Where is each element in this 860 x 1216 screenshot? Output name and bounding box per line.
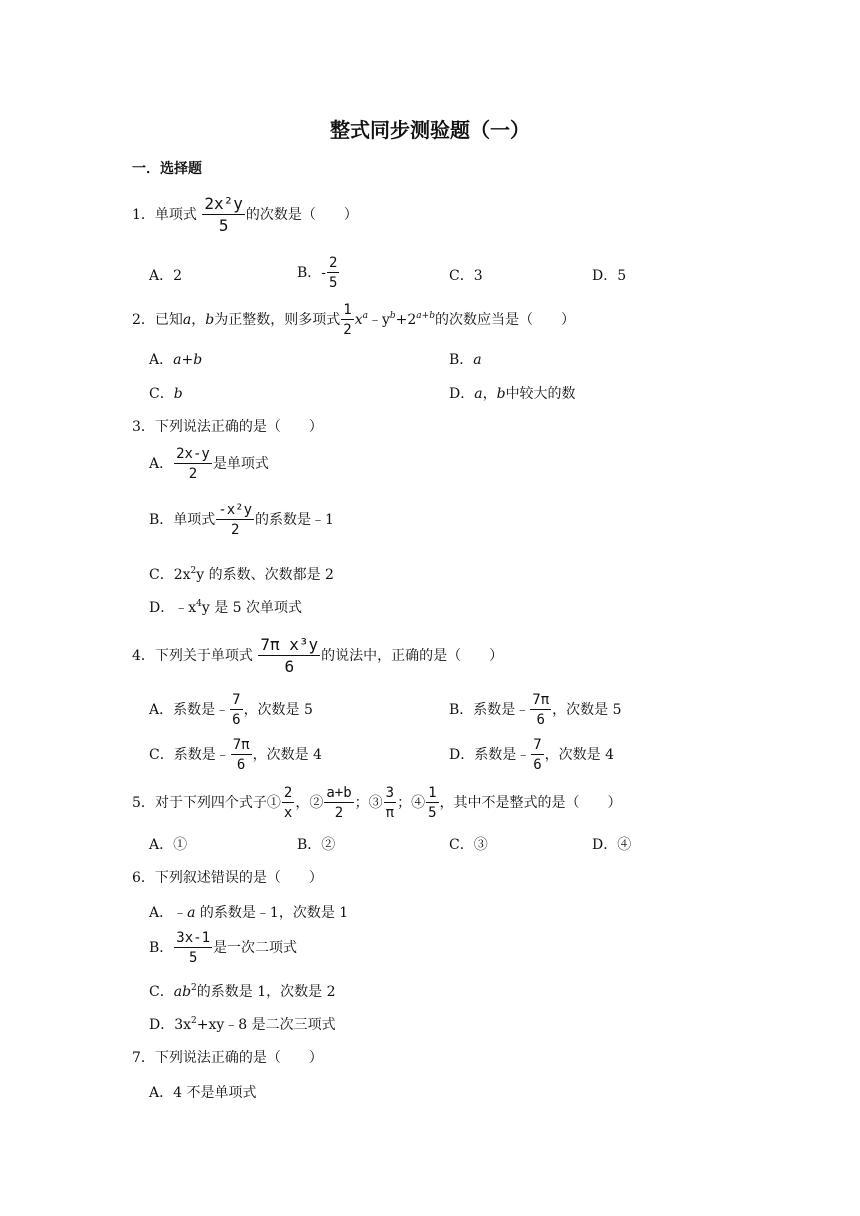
q4-option-d-num: 7	[533, 737, 542, 753]
q4-option-b-den: 6	[536, 712, 545, 728]
question-4	[132, 637, 503, 675]
q2-var-b: b	[205, 312, 215, 328]
q4-option-a-fraction	[230, 693, 242, 727]
q3-option-a-den: 2	[188, 466, 198, 482]
q2-fraction	[341, 303, 353, 337]
q4-option-d-den: 6	[533, 757, 542, 773]
q3-option-a-num: 2x-y	[176, 446, 210, 462]
q3-option-d-exp: 4	[196, 599, 202, 609]
question-6: 6．下列叙述错误的是（ ）	[132, 870, 323, 886]
q5-expr-3-den: π	[385, 805, 395, 821]
question-1	[132, 196, 358, 234]
q6-option-a[interactable]	[149, 902, 348, 922]
q6-option-d-label: D．3x	[149, 1017, 192, 1033]
q4-frac-den: 6	[284, 657, 295, 676]
q4-option-b-tail: ，次数是 5	[552, 702, 622, 718]
q2-label: 2．已知	[132, 312, 183, 328]
q2-option-d-b: b	[496, 386, 506, 402]
q2-exp-ab: a+b	[416, 311, 435, 321]
q3-option-b[interactable]	[149, 503, 334, 537]
q5-option-a[interactable]: A．①	[149, 837, 188, 853]
q1-option-b-sign: -	[321, 265, 327, 281]
q1-suffix: 的次数是（ ）	[245, 207, 358, 223]
q5-expr-2-num: a+b	[326, 785, 352, 801]
q2-option-d-label: D．	[449, 386, 475, 402]
q1-frac-num: 2x²y	[204, 194, 243, 213]
q5-label: 5．对于下列四个式子①	[132, 795, 281, 811]
q2-option-d-tail: 中较大的数	[505, 386, 576, 402]
q3-option-c-label: C．2x	[149, 567, 191, 583]
q4-fraction	[258, 637, 320, 675]
q3-option-b-label: B．单项式	[149, 512, 216, 528]
q4-option-b-label: B．系数是﹣	[449, 702, 530, 718]
q2-minus-y: ﹣y	[367, 312, 390, 328]
q1-option-a[interactable]: A．2	[149, 268, 183, 284]
q5-expr-3-num: 3	[385, 785, 395, 801]
q2-option-d-comma: ，	[482, 386, 497, 402]
q2-option-b-label: B．	[449, 352, 474, 368]
question-5	[132, 786, 622, 820]
q6-option-b-fraction	[174, 931, 212, 965]
q6-option-b-den: 5	[188, 950, 198, 966]
question-7: 7．下列说法正确的是（ ）	[132, 1050, 323, 1066]
q2-end: 的次数应当是（ ）	[434, 312, 575, 328]
q4-option-d-tail: ，次数是 4	[544, 747, 615, 763]
q2-plus-2: +2	[395, 312, 417, 328]
q4-option-a-label: A．系数是﹣	[149, 702, 230, 718]
q1-option-b-num: 2	[329, 255, 338, 271]
question-2	[132, 303, 575, 337]
q6-option-a-label: A．﹣	[149, 905, 188, 921]
q5-expr-1-num: 2	[283, 785, 293, 801]
q3-option-a-fraction	[174, 447, 212, 481]
q4-option-a-num: 7	[232, 692, 241, 708]
q2-mid: 为正整数，则多项式	[214, 312, 341, 328]
q5-option-d[interactable]: D．④	[592, 837, 632, 853]
page-title: 整式同步测验题（一）	[330, 118, 530, 142]
q1-frac-den: 5	[218, 216, 229, 235]
q5-expr-1	[282, 786, 294, 820]
q6-option-c-tail: 的系数是 1，次数是 2	[196, 984, 336, 1000]
q4-option-c-den: 6	[236, 757, 246, 773]
section-heading: 一．选择题	[132, 161, 202, 177]
q3-option-b-num: -x²y	[218, 502, 253, 518]
q3-option-b-tail: 的系数是﹣1	[255, 512, 334, 528]
q2-var-a: a	[182, 312, 192, 328]
q5-option-b[interactable]: B．②	[297, 837, 336, 853]
q4-option-d-label: D．系数是﹣	[449, 747, 531, 763]
q1-fraction	[202, 196, 245, 234]
q4-option-c-fraction	[231, 738, 252, 772]
q3-option-a-tail: 是单项式	[212, 456, 269, 472]
q2-frac-den: 2	[343, 322, 352, 338]
q6-option-a-tail: 的系数是﹣1，次数是 1	[195, 905, 349, 921]
q4-option-d[interactable]	[449, 738, 614, 772]
q3-option-a[interactable]	[149, 447, 269, 481]
q4-option-a[interactable]	[149, 693, 313, 727]
q2-exp-a: a	[362, 311, 368, 321]
q6-option-d-exp: 2	[191, 1016, 197, 1026]
q4-option-b[interactable]	[449, 693, 622, 727]
q4-label: 4．下列关于单项式	[132, 648, 253, 664]
q5-sep-2: ；③	[354, 795, 383, 811]
q1-option-b[interactable]	[297, 256, 340, 290]
q6-option-c-exp: 2	[191, 983, 197, 993]
q4-option-c-tail: ，次数是 4	[252, 747, 322, 763]
q3-option-d-tail: y 是 5 次单项式	[201, 600, 303, 616]
q2-frac-num: 1	[343, 302, 352, 318]
q2-x: x	[354, 312, 363, 328]
q7-option-a[interactable]: A．4 不是单项式	[149, 1085, 257, 1101]
q5-sep-1: ，②	[295, 795, 324, 811]
q4-option-a-den: 6	[232, 712, 241, 728]
q1-option-b-fraction	[327, 256, 339, 290]
q5-expr-2-den: 2	[334, 805, 344, 821]
q6-option-c[interactable]	[149, 981, 335, 1001]
q1-option-c[interactable]: C．3	[449, 268, 483, 284]
q2-option-b-text: a	[473, 352, 482, 368]
q6-option-c-label: C．	[149, 984, 174, 1000]
q6-option-d-tail: +xy﹣8 是二次三项式	[196, 1017, 336, 1033]
q1-option-d[interactable]: D．5	[592, 268, 627, 284]
q5-end: ，其中不是整式的是（ ）	[439, 795, 622, 811]
q2-option-a-label: A．	[149, 352, 174, 368]
q5-sep-3: ；④	[397, 795, 426, 811]
q4-option-c-num: 7π	[232, 737, 250, 753]
q4-option-c-label: C．系数是﹣	[149, 747, 230, 763]
q3-option-d[interactable]	[149, 597, 302, 617]
q2-option-a[interactable]	[149, 349, 202, 369]
q6-option-d[interactable]	[149, 1014, 336, 1034]
q4-suffix: 的说法中，正确的是（ ）	[321, 648, 504, 664]
q3-option-c-exp: 2	[190, 566, 197, 576]
q6-option-a-var: a	[187, 905, 196, 921]
q6-option-b-tail: 是一次二项式	[213, 940, 298, 956]
q2-option-c-text: b	[173, 386, 183, 402]
q2-option-b[interactable]	[449, 349, 482, 369]
q3-option-c[interactable]	[149, 564, 334, 584]
q5-expr-4-den: 5	[428, 805, 437, 821]
q2-comma: ，	[191, 312, 206, 328]
q4-option-d-fraction	[531, 738, 543, 772]
q5-expr-4	[426, 786, 438, 820]
q4-option-c[interactable]	[149, 738, 322, 772]
q4-option-b-fraction	[530, 693, 551, 727]
q6-option-b[interactable]	[149, 931, 297, 965]
q1-option-b-label: B．	[297, 265, 322, 281]
q2-option-c[interactable]	[149, 383, 183, 403]
question-3: 3．下列说法正确的是（ ）	[132, 419, 323, 435]
q3-option-b-den: 2	[230, 522, 240, 538]
q3-option-c-tail: y 的系数、次数都是 2	[196, 567, 334, 583]
q5-expr-2	[324, 786, 353, 820]
q3-option-b-fraction	[216, 503, 254, 537]
q4-option-a-tail: ，次数是 5	[243, 702, 313, 718]
q3-option-d-label: D．﹣x	[149, 600, 197, 616]
q1-label: 1．单项式	[132, 207, 197, 223]
q5-expr-4-num: 1	[428, 785, 437, 801]
q2-option-c-label: C．	[149, 386, 174, 402]
q2-option-d[interactable]	[449, 383, 576, 403]
q1-option-b-den: 5	[329, 275, 338, 291]
q3-option-a-label: A．	[149, 456, 174, 472]
q5-expr-1-den: x	[283, 805, 293, 821]
q5-option-c[interactable]: C．③	[449, 837, 488, 853]
q2-option-d-a: a	[474, 386, 483, 402]
q4-frac-num: 7π x³y	[260, 635, 319, 654]
q6-option-b-label: B．	[149, 940, 174, 956]
q6-option-c-var: ab	[173, 984, 192, 1000]
q2-exp-b: b	[389, 311, 396, 321]
q6-option-b-num: 3x-1	[176, 930, 211, 946]
q4-option-b-num: 7π	[532, 692, 550, 708]
q5-expr-3	[384, 786, 396, 820]
q2-option-a-text: a+b	[173, 352, 203, 368]
